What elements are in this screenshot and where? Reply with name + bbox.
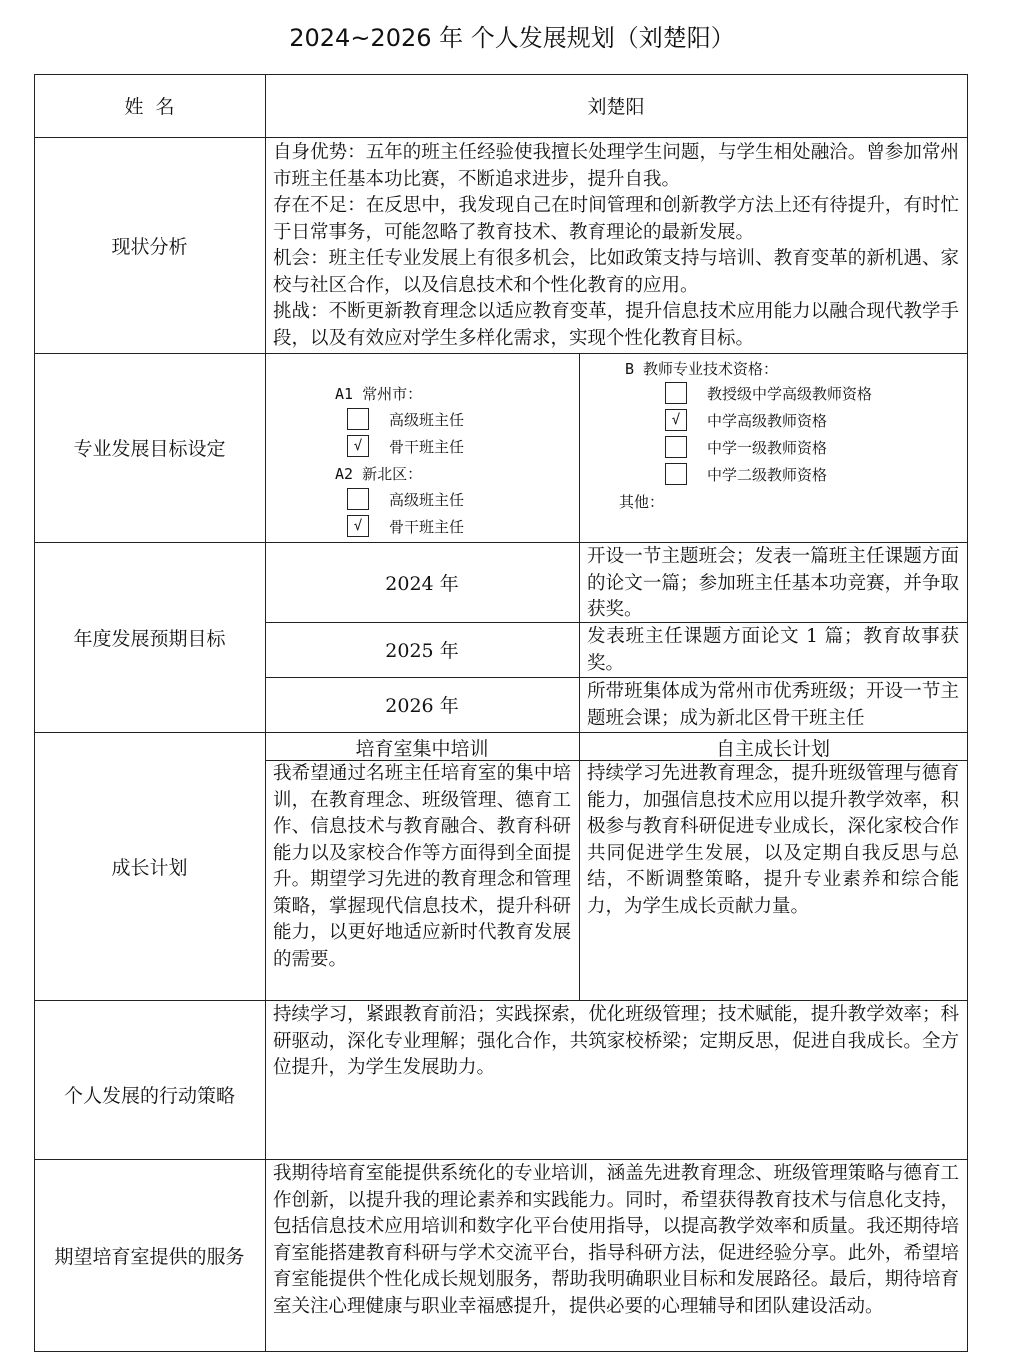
a2-option[interactable]: [347, 488, 464, 510]
col-header-self-growth: 自主成长计划: [715, 738, 830, 760]
option-label: 骨干班主任: [389, 437, 465, 456]
goals-label: 专业发展目标设定: [73, 438, 226, 460]
other-label: 其他：: [619, 493, 665, 511]
plan-table: [34, 74, 968, 1352]
growth-label: 成长计划: [111, 856, 188, 879]
checkbox[interactable]: [347, 488, 369, 510]
b-option[interactable]: [665, 409, 827, 431]
goal-2024: 开设一节主题班会；发表一篇班主任课题方面的论文一篇；参加班主任基本功竞赛，并争取获奖。: [587, 546, 959, 620]
option-label: 教授级中学高级教师资格: [707, 384, 873, 403]
a1-option[interactable]: [347, 408, 464, 430]
b-option[interactable]: [665, 436, 827, 458]
goal-2025: 发表班主任课题方面论文 1 篇；教育故事获奖。: [587, 626, 959, 674]
checkbox[interactable]: [665, 436, 687, 458]
yearly-label: 年度发展预期目标: [73, 627, 226, 650]
year-2026: 2026 年: [385, 695, 459, 717]
checkbox[interactable]: [347, 408, 369, 430]
training-text: 我希望通过名班主任培育室的集中培训，在教育理念、班级管理、德育工作、信息技术与教育融合、教育科研能力以及家校合作等方面得到全面提升。期望学习先进的教育理念和管理策略，掌握现代信息技术，提升科研能力，以更好地适应新时代教育发展的需要。: [273, 763, 571, 970]
goals-b-cell: [579, 353, 967, 542]
goal-2026: 所带班集体成为常州市优秀班级；开设一节主题班会课；成为新北区骨干班主任: [587, 681, 959, 729]
page-title: 2024~2026 年 个人发展规划（刘楚阳）: [289, 24, 735, 52]
checkbox[interactable]: √: [665, 409, 687, 431]
service-text: 我期待培育室能提供系统化的专业培训，涵盖先进教育理念、班级管理策略与德育工作创新，以提升我的理论素养和实践能力。同时，希望获得教育技术与信息化支持，包括信息技术应用培训和数字化平台使用指导，以提高教学效率和质量。我还期待培育室能搭建教育科研与学术交流平台，指导科研方法，促进经验分享。此外，希望培育室能提供个性化成长规划服务，帮助我明确职业目标和发展路径。最后，期待培育室关注心理健康与职业幸福感提升，提供必要的心理辅导和团队建设活动。: [273, 1163, 959, 1317]
a1-option[interactable]: [347, 435, 464, 457]
a1-title: A1 常州市：: [335, 385, 423, 403]
status-text: [265, 137, 967, 353]
name-label: 姓 名: [124, 96, 175, 118]
table-border: [967, 74, 968, 1352]
a2-title: A2 新北区：: [335, 465, 423, 483]
option-label: 高级班主任: [389, 410, 465, 429]
b-option[interactable]: [665, 463, 827, 485]
name-value: 刘楚阳: [587, 96, 645, 118]
strategy-text: 持续学习，紧跟教育前沿；实践探索，优化班级管理；技术赋能，提升教学效率；科研驱动，深化专业理解；强化合作，共筑家校桥梁；定期反思，促进自我成长。全方位提升，为学生发展助力。: [273, 1004, 959, 1078]
checkbox[interactable]: √: [347, 515, 369, 537]
option-label: 中学一级教师资格: [707, 438, 828, 457]
year-2024: 2024 年: [385, 572, 459, 595]
weakness-paragraph: 存在不足：在反思中，我发现自己在时间管理和创新教学方法上还有待提升，有时忙于日常事务，可能忽略了教育技术、教育理论的最新发展。: [273, 195, 959, 243]
b-title: B 教师专业技术资格：: [625, 360, 779, 378]
service-label: 期望培育室提供的服务: [54, 1245, 245, 1268]
col-header-training: 培育室集中培训: [355, 738, 489, 760]
strategy-label: 个人发展的行动策略: [63, 1085, 235, 1107]
status-label: 现状分析: [111, 235, 188, 258]
table-border: [34, 1351, 968, 1352]
opportunity-paragraph: 机会：班主任专业发展上有很多机会，比如政策支持与培训、教育变革的新机遇、家校与社区合作，以及信息技术和个性化教育的应用。: [273, 248, 959, 296]
self-growth-text: 持续学习先进教育理念，提升班级管理与德育能力，加强信息技术应用以提升教学效率，积极参与教育科研促进专业成长，深化家校合作共同促进学生发展，以及定期自我反思与总结，不断调整策略，提升专业素养和综合能力，为学生成长贡献力量。: [587, 763, 959, 917]
option-label: 中学高级教师资格: [707, 411, 828, 430]
option-label: 中学二级教师资格: [707, 465, 828, 484]
checkbox[interactable]: √: [347, 435, 369, 457]
challenge-paragraph: 挑战：不断更新教育理念以适应教育变革，提升信息技术应用能力以融合现代教学手段，以及有效应对学生多样化需求，实现个性化教育目标。: [273, 301, 959, 349]
a2-option[interactable]: [347, 515, 464, 537]
goals-a-cell: [265, 353, 579, 542]
checkbox[interactable]: [665, 463, 687, 485]
checkbox[interactable]: [665, 382, 687, 404]
option-label: 高级班主任: [389, 490, 465, 509]
strength-paragraph: 自身优势：五年的班主任经验使我擅长处理学生问题，与学生相处融洽。曾参加常州市班主任基本功比赛，不断追求进步，提升自我。: [273, 142, 959, 190]
b-option[interactable]: [665, 382, 872, 404]
option-label: 骨干班主任: [389, 517, 465, 536]
year-2025: 2025 年: [385, 640, 459, 662]
